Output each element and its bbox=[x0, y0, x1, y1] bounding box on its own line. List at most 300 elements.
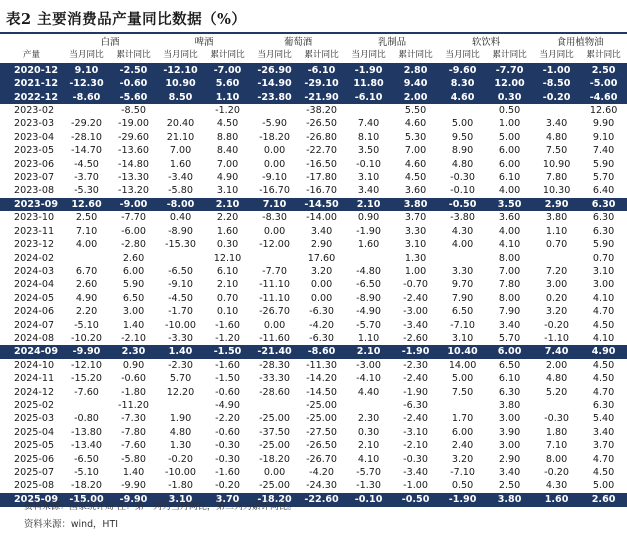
value-cell: -16.70 bbox=[259, 185, 290, 197]
period-cell: 2025-02 bbox=[14, 399, 55, 411]
value-cell: -1.90 bbox=[403, 386, 428, 398]
value-cell: 4.10 bbox=[592, 292, 615, 304]
value-cell: -8.00 bbox=[157, 198, 204, 211]
value-cell: 4.00 bbox=[498, 185, 521, 197]
value-cell: 0.00 bbox=[263, 145, 286, 157]
value-cell: 3.00 bbox=[498, 413, 521, 425]
highlight-row bbox=[0, 91, 627, 104]
monthly-yoy-header: 当月同比 bbox=[157, 49, 204, 63]
category-header: 葡萄酒 bbox=[283, 37, 313, 48]
value-cell: 7.50 bbox=[545, 145, 568, 157]
value-cell: -13.30 bbox=[118, 172, 149, 184]
value-cell: 4.80 bbox=[545, 373, 568, 385]
value-cell: -16.50 bbox=[306, 158, 337, 170]
value-cell bbox=[63, 399, 110, 412]
value-cell: -25.00 bbox=[259, 440, 290, 452]
value-cell: 3.70 bbox=[404, 212, 427, 224]
value-cell: 1.00 bbox=[404, 265, 427, 277]
value-cell: 10.90 bbox=[542, 158, 571, 170]
sub-header-row bbox=[0, 49, 627, 63]
value-cell: -0.30 bbox=[403, 453, 428, 465]
value-cell: -0.50 bbox=[392, 493, 439, 507]
value-cell: 6.00 bbox=[498, 145, 521, 157]
value-cell: -14.00 bbox=[306, 212, 337, 224]
value-cell: -23.80 bbox=[251, 91, 298, 104]
period-cell: 2024-05 bbox=[14, 292, 55, 304]
table-row bbox=[0, 238, 627, 251]
period-cell: 2024-08 bbox=[14, 332, 55, 344]
value-cell: 3.40 bbox=[498, 467, 521, 478]
value-cell: -8.90 bbox=[356, 292, 381, 304]
value-cell: -0.60 bbox=[215, 426, 240, 438]
value-cell: -7.70 bbox=[121, 212, 146, 224]
value-cell: -0.20 bbox=[544, 467, 569, 478]
header-corner bbox=[0, 36, 63, 49]
value-cell: -1.60 bbox=[215, 359, 240, 371]
value-cell: 3.40 bbox=[592, 426, 615, 438]
value-cell: -0.10 bbox=[356, 158, 381, 170]
period-cell: 2025-09 bbox=[0, 493, 63, 507]
value-cell: -8.60 bbox=[63, 91, 110, 104]
value-cell: 2.90 bbox=[310, 239, 333, 251]
value-cell bbox=[63, 104, 110, 117]
value-cell: -8.60 bbox=[298, 345, 345, 358]
value-cell: 2.60 bbox=[580, 493, 627, 507]
value-cell bbox=[157, 104, 204, 117]
value-cell: -7.60 bbox=[74, 386, 99, 398]
value-cell: -1.00 bbox=[533, 63, 580, 77]
value-cell: -25.00 bbox=[306, 413, 337, 425]
table-note: 资料来源：国家统计局 注：第一列为当月同比，第二列为累计同比。 bbox=[24, 502, 297, 512]
value-cell: 2.30 bbox=[110, 345, 157, 358]
value-cell: 1.60 bbox=[533, 493, 580, 507]
monthly-yoy-header: 当月同比 bbox=[533, 49, 580, 63]
cumulative-yoy-header: 累计同比 bbox=[580, 49, 627, 63]
value-cell: -0.20 bbox=[168, 453, 193, 465]
value-cell: -7.80 bbox=[121, 426, 146, 438]
value-cell: 4.60 bbox=[439, 91, 486, 104]
table-row bbox=[0, 372, 627, 385]
value-cell: 7.50 bbox=[451, 386, 474, 398]
value-cell: 6.50 bbox=[451, 306, 474, 318]
value-cell: -10.00 bbox=[165, 319, 196, 331]
value-cell: -7.60 bbox=[121, 440, 146, 452]
value-cell bbox=[345, 399, 392, 412]
value-cell: -10.20 bbox=[71, 332, 102, 344]
table-row bbox=[0, 158, 627, 171]
table-row bbox=[0, 412, 627, 425]
period-cell: 2025-05 bbox=[14, 440, 55, 452]
value-cell: 6.30 bbox=[592, 212, 615, 224]
value-cell: -6.30 bbox=[403, 399, 428, 411]
value-cell: 3.10 bbox=[592, 265, 615, 277]
value-cell: 4.50 bbox=[592, 467, 615, 478]
value-cell: 0.00 bbox=[263, 158, 286, 170]
value-cell: 6.50 bbox=[498, 359, 521, 371]
value-cell: 8.50 bbox=[157, 91, 204, 104]
value-cell: 0.30 bbox=[357, 426, 380, 438]
value-cell: -1.30 bbox=[356, 480, 381, 492]
value-cell: 2.10 bbox=[345, 198, 392, 211]
table-row bbox=[0, 278, 627, 291]
value-cell: -0.60 bbox=[215, 386, 240, 398]
table-title: 表2 主要消费品产量同比数据（%） bbox=[6, 11, 247, 28]
value-cell: 7.40 bbox=[357, 118, 380, 130]
table-row bbox=[0, 252, 627, 265]
value-cell: -11.20 bbox=[118, 399, 149, 411]
value-cell: 2.10 bbox=[216, 279, 239, 291]
value-cell: -17.80 bbox=[306, 172, 337, 184]
value-cell: 1.70 bbox=[451, 413, 474, 425]
category-header: 啤酒 bbox=[194, 37, 214, 48]
value-cell bbox=[439, 399, 486, 412]
period-cell: 2024-04 bbox=[14, 279, 55, 291]
period-cell: 2025-08 bbox=[14, 480, 55, 492]
value-cell: 2.50 bbox=[580, 63, 627, 77]
value-cell: -13.80 bbox=[71, 426, 102, 438]
value-cell: -14.50 bbox=[298, 198, 345, 211]
value-cell: -28.10 bbox=[71, 131, 102, 143]
value-cell: 5.00 bbox=[498, 131, 521, 143]
value-cell: 7.00 bbox=[404, 145, 427, 157]
value-cell: -0.30 bbox=[544, 413, 569, 425]
period-cell: 2024-03 bbox=[14, 265, 55, 277]
value-cell: 4.40 bbox=[357, 386, 380, 398]
value-cell: -11.10 bbox=[259, 292, 290, 304]
value-cell: -4.20 bbox=[309, 319, 334, 331]
value-cell: 3.20 bbox=[310, 265, 333, 277]
value-cell: -0.30 bbox=[215, 440, 240, 452]
value-cell bbox=[533, 399, 580, 412]
period-cell: 2024-02 bbox=[14, 252, 55, 264]
value-cell: 3.60 bbox=[404, 185, 427, 197]
value-cell: 9.50 bbox=[451, 131, 474, 143]
table-row bbox=[0, 439, 627, 452]
value-cell: 4.80 bbox=[169, 426, 192, 438]
value-cell: 1.80 bbox=[545, 426, 568, 438]
value-cell bbox=[63, 252, 110, 265]
period-cell: 2023-04 bbox=[14, 131, 55, 143]
value-cell: 0.10 bbox=[216, 306, 239, 318]
value-cell: 6.30 bbox=[592, 225, 615, 237]
value-cell: 2.10 bbox=[345, 345, 392, 358]
value-cell: 6.70 bbox=[75, 265, 98, 277]
value-cell: 12.60 bbox=[589, 105, 618, 117]
value-cell: -1.90 bbox=[345, 63, 392, 77]
value-cell: -1.60 bbox=[215, 319, 240, 331]
value-cell: 2.30 bbox=[357, 413, 380, 425]
value-cell: -2.40 bbox=[403, 373, 428, 385]
value-cell: 4.50 bbox=[592, 359, 615, 371]
value-cell: 9.10 bbox=[63, 63, 110, 77]
value-cell: -5.90 bbox=[262, 118, 287, 130]
value-cell: 5.70 bbox=[592, 172, 615, 184]
value-cell: 9.90 bbox=[592, 118, 615, 130]
table-row bbox=[0, 117, 627, 130]
value-cell: 4.00 bbox=[75, 239, 98, 251]
value-cell: -4.50 bbox=[74, 158, 99, 170]
category-header: 白酒 bbox=[100, 37, 120, 48]
table-row bbox=[0, 426, 627, 439]
value-cell: 3.50 bbox=[357, 145, 380, 157]
value-cell: 1.60 bbox=[357, 239, 380, 251]
value-cell: 3.90 bbox=[498, 426, 521, 438]
title-divider bbox=[0, 32, 627, 34]
period-cell: 2023-07 bbox=[14, 172, 55, 184]
value-cell: 7.10 bbox=[75, 225, 98, 237]
value-cell: -2.60 bbox=[403, 332, 428, 344]
value-cell: 0.00 bbox=[263, 467, 286, 478]
value-cell bbox=[439, 104, 486, 117]
value-cell: 4.10 bbox=[498, 239, 521, 251]
value-cell: -5.80 bbox=[121, 453, 146, 465]
value-cell: -9.90 bbox=[121, 480, 146, 492]
value-cell: -0.30 bbox=[215, 453, 240, 465]
value-cell: 12.00 bbox=[486, 77, 533, 90]
value-cell: 2.80 bbox=[392, 63, 439, 77]
value-cell: 1.60 bbox=[216, 225, 239, 237]
value-cell: -8.50 bbox=[121, 105, 146, 117]
value-cell: 7.90 bbox=[451, 292, 474, 304]
value-cell: 21.10 bbox=[166, 131, 195, 143]
value-cell: -18.20 bbox=[259, 453, 290, 465]
value-cell: 1.40 bbox=[122, 467, 145, 478]
value-cell: 2.50 bbox=[75, 212, 98, 224]
value-cell bbox=[345, 252, 392, 265]
value-cell: -18.20 bbox=[71, 480, 102, 492]
period-cell: 2020-12 bbox=[0, 63, 63, 77]
value-cell bbox=[157, 399, 204, 412]
period-cell: 2023-05 bbox=[14, 145, 55, 157]
value-cell: 7.20 bbox=[545, 265, 568, 277]
value-cell: 3.30 bbox=[404, 225, 427, 237]
value-cell: -5.70 bbox=[356, 467, 381, 478]
value-cell: -14.20 bbox=[306, 373, 337, 385]
value-cell: 3.10 bbox=[357, 172, 380, 184]
value-cell: 3.00 bbox=[122, 306, 145, 318]
value-cell: 6.00 bbox=[451, 426, 474, 438]
value-cell: 4.50 bbox=[404, 172, 427, 184]
value-cell: -6.50 bbox=[168, 265, 193, 277]
value-cell: 10.40 bbox=[439, 345, 486, 358]
value-cell: -33.30 bbox=[259, 373, 290, 385]
value-cell: 6.40 bbox=[592, 185, 615, 197]
value-cell bbox=[251, 252, 298, 265]
value-cell: 10.30 bbox=[542, 185, 571, 197]
category-header: 食用植物油 bbox=[556, 37, 604, 48]
monthly-yoy-header: 当月同比 bbox=[439, 49, 486, 63]
value-cell: -26.50 bbox=[306, 118, 337, 130]
cumulative-yoy-header: 累计同比 bbox=[204, 49, 251, 63]
value-cell: -3.30 bbox=[168, 332, 193, 344]
value-cell: 2.50 bbox=[498, 480, 521, 492]
value-cell: -1.10 bbox=[544, 332, 569, 344]
value-cell bbox=[251, 399, 298, 412]
value-cell: 3.60 bbox=[498, 212, 521, 224]
value-cell: 3.40 bbox=[310, 225, 333, 237]
value-cell: -0.80 bbox=[74, 413, 99, 425]
value-cell bbox=[533, 104, 580, 117]
monthly-yoy-header: 当月同比 bbox=[251, 49, 298, 63]
value-cell: -6.10 bbox=[345, 91, 392, 104]
value-cell: -2.80 bbox=[121, 239, 146, 251]
value-cell: 4.10 bbox=[592, 332, 615, 344]
value-cell: -1.60 bbox=[215, 467, 240, 478]
value-cell: 11.80 bbox=[345, 77, 392, 90]
value-cell: -13.40 bbox=[71, 440, 102, 452]
value-cell: -12.30 bbox=[63, 77, 110, 90]
value-cell bbox=[157, 252, 204, 265]
table-row bbox=[0, 184, 627, 197]
value-cell: 2.20 bbox=[75, 306, 98, 318]
value-cell: -3.80 bbox=[450, 212, 475, 224]
value-cell: -14.50 bbox=[306, 386, 337, 398]
value-cell: 1.10 bbox=[545, 225, 568, 237]
value-cell: -6.10 bbox=[298, 63, 345, 77]
value-cell: -9.10 bbox=[168, 279, 193, 291]
value-cell: 2.00 bbox=[545, 359, 568, 371]
value-cell: 3.10 bbox=[216, 185, 239, 197]
value-cell: 4.90 bbox=[580, 345, 627, 358]
highlight-row bbox=[0, 345, 627, 358]
value-cell: -5.60 bbox=[110, 91, 157, 104]
value-cell: 1.30 bbox=[404, 252, 427, 264]
value-cell: -0.20 bbox=[215, 480, 240, 492]
value-cell: 2.60 bbox=[75, 279, 98, 291]
table-row bbox=[0, 453, 627, 466]
table-row bbox=[0, 265, 627, 278]
value-cell: 4.80 bbox=[545, 131, 568, 143]
value-cell: 0.30 bbox=[486, 91, 533, 104]
value-cell: -25.00 bbox=[306, 399, 337, 411]
value-cell: -2.10 bbox=[403, 440, 428, 452]
value-cell: -27.50 bbox=[306, 426, 337, 438]
value-cell: -11.10 bbox=[259, 279, 290, 291]
value-cell: -9.60 bbox=[439, 63, 486, 77]
value-cell: 5.20 bbox=[545, 386, 568, 398]
category-header: 乳制品 bbox=[377, 37, 407, 48]
value-cell: -15.00 bbox=[63, 493, 110, 507]
value-cell: -0.10 bbox=[345, 493, 392, 507]
value-cell: 7.00 bbox=[216, 158, 239, 170]
value-cell: 3.00 bbox=[498, 440, 521, 452]
value-cell: -28.30 bbox=[259, 359, 290, 371]
value-cell: 4.50 bbox=[592, 319, 615, 331]
value-cell: 6.00 bbox=[486, 345, 533, 358]
period-cell: 2025-03 bbox=[14, 413, 55, 425]
value-cell: -4.60 bbox=[580, 91, 627, 104]
value-cell: -21.90 bbox=[298, 91, 345, 104]
value-cell: -1.50 bbox=[215, 373, 240, 385]
value-cell: -13.60 bbox=[118, 145, 149, 157]
value-cell: 4.50 bbox=[216, 118, 239, 130]
value-cell: 5.30 bbox=[404, 131, 427, 143]
value-cell: -14.80 bbox=[118, 158, 149, 170]
value-cell: 9.10 bbox=[592, 131, 615, 143]
value-cell: 4.30 bbox=[545, 480, 568, 492]
value-cell: 4.60 bbox=[404, 158, 427, 170]
value-cell: 0.70 bbox=[592, 252, 615, 264]
value-cell: -9.00 bbox=[110, 198, 157, 211]
highlight-row bbox=[0, 63, 627, 77]
value-cell: 3.70 bbox=[204, 493, 251, 507]
value-cell: -3.00 bbox=[403, 306, 428, 318]
table-row bbox=[0, 144, 627, 157]
value-cell: 5.00 bbox=[592, 480, 615, 492]
value-cell: 4.50 bbox=[592, 373, 615, 385]
value-cell: 5.60 bbox=[204, 77, 251, 90]
value-cell: 7.90 bbox=[498, 306, 521, 318]
value-cell: 8.00 bbox=[498, 292, 521, 304]
value-cell: -9.90 bbox=[63, 345, 110, 358]
value-cell: -29.60 bbox=[118, 131, 149, 143]
value-cell: -7.70 bbox=[486, 63, 533, 77]
value-cell: 8.00 bbox=[545, 453, 568, 465]
category-header-row bbox=[0, 36, 627, 49]
table-row bbox=[0, 386, 627, 399]
value-cell: 6.00 bbox=[498, 158, 521, 170]
value-cell: 1.40 bbox=[157, 345, 204, 358]
value-cell: 5.90 bbox=[592, 158, 615, 170]
value-cell: 2.90 bbox=[533, 198, 580, 211]
value-cell: 1.90 bbox=[169, 413, 192, 425]
value-cell: 5.70 bbox=[498, 332, 521, 344]
value-cell: 6.00 bbox=[122, 265, 145, 277]
value-cell: 0.70 bbox=[216, 292, 239, 304]
value-cell: -6.50 bbox=[356, 279, 381, 291]
value-cell: 20.40 bbox=[166, 118, 195, 130]
value-cell: 0.20 bbox=[545, 292, 568, 304]
cumulative-yoy-header: 累计同比 bbox=[110, 49, 157, 63]
period-cell: 2024-06 bbox=[14, 306, 55, 318]
value-cell: 6.10 bbox=[498, 172, 521, 184]
value-cell: 3.10 bbox=[404, 239, 427, 251]
value-cell: -2.50 bbox=[110, 63, 157, 77]
value-cell: -11.30 bbox=[306, 359, 337, 371]
value-cell: 5.50 bbox=[404, 105, 427, 117]
consumer-goods-output-table bbox=[0, 36, 627, 507]
period-label: 产量 bbox=[0, 49, 63, 63]
value-cell: 8.80 bbox=[216, 131, 239, 143]
value-cell: -1.20 bbox=[215, 105, 240, 117]
cumulative-yoy-header: 累计同比 bbox=[298, 49, 345, 63]
value-cell: -0.50 bbox=[439, 198, 486, 211]
value-cell: -37.50 bbox=[259, 426, 290, 438]
value-cell: 9.70 bbox=[451, 279, 474, 291]
value-cell: -19.00 bbox=[118, 118, 149, 130]
value-cell: 1.10 bbox=[357, 332, 380, 344]
value-cell: -26.70 bbox=[259, 306, 290, 318]
highlight-row bbox=[0, 198, 627, 211]
value-cell: 5.00 bbox=[451, 118, 474, 130]
value-cell bbox=[345, 104, 392, 117]
value-cell bbox=[251, 104, 298, 117]
value-cell: -24.30 bbox=[306, 480, 337, 492]
value-cell: -15.20 bbox=[71, 373, 102, 385]
value-cell: 4.00 bbox=[451, 239, 474, 251]
value-cell: -28.60 bbox=[259, 386, 290, 398]
value-cell: -1.90 bbox=[392, 345, 439, 358]
monthly-yoy-header: 当月同比 bbox=[63, 49, 110, 63]
value-cell: 6.10 bbox=[216, 265, 239, 277]
value-cell: -7.10 bbox=[450, 319, 475, 331]
value-cell: 2.90 bbox=[498, 453, 521, 465]
value-cell: -0.70 bbox=[403, 279, 428, 291]
value-cell: -5.30 bbox=[74, 185, 99, 197]
value-cell: -8.30 bbox=[262, 212, 287, 224]
value-cell: -21.40 bbox=[251, 345, 298, 358]
value-cell: -4.10 bbox=[356, 373, 381, 385]
